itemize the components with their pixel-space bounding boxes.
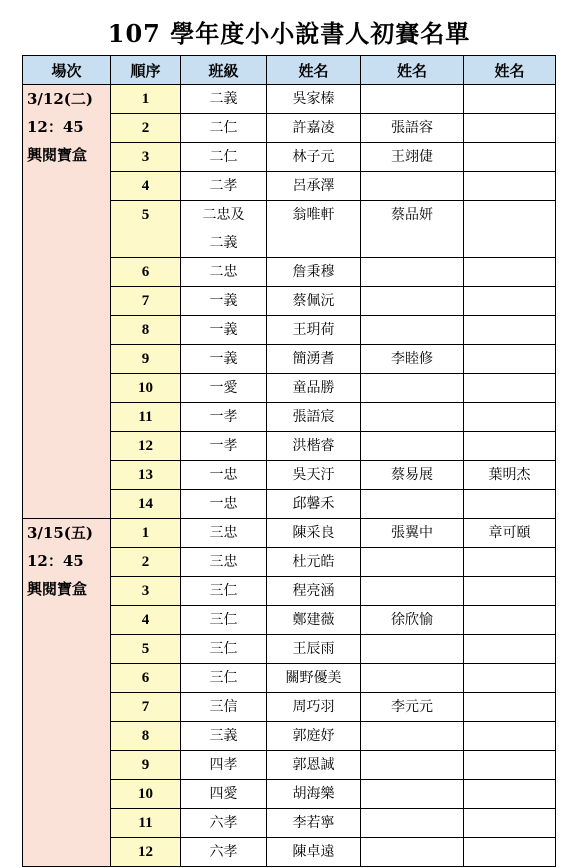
class-cell: 三忠: [181, 519, 267, 548]
header-row: [23, 56, 556, 85]
name-cell: [361, 722, 464, 751]
header-name-1: 姓名: [267, 56, 361, 85]
class-cell: 二孝: [181, 172, 267, 201]
name-cell: [361, 838, 464, 867]
order-cell: 6: [111, 258, 181, 287]
order-cell: 10: [111, 374, 181, 403]
order-cell: 5: [111, 635, 181, 664]
name-cell: [361, 809, 464, 838]
header-name-2: 姓名: [361, 56, 464, 85]
name-cell: [361, 432, 464, 461]
name-cell: [464, 722, 556, 751]
session-line: 3/12(二): [27, 90, 93, 108]
name-cell: 程亮涵: [267, 577, 361, 606]
order-cell: 1: [111, 85, 181, 114]
name-cell: [361, 287, 464, 316]
name-cell: [464, 85, 556, 114]
class-cell: 二義: [181, 85, 267, 114]
order-cell: 4: [111, 172, 181, 201]
order-cell: 3: [111, 143, 181, 172]
order-cell: 9: [111, 751, 181, 780]
name-cell: [361, 577, 464, 606]
name-cell: 李若寧: [267, 809, 361, 838]
order-cell: 1: [111, 519, 181, 548]
name-cell: [464, 693, 556, 722]
header-name-3: 姓名: [464, 56, 556, 85]
name-cell: [361, 751, 464, 780]
name-cell: 童品勝: [267, 374, 361, 403]
order-cell: 11: [111, 809, 181, 838]
class-cell: 二忠及 二義: [181, 201, 267, 258]
name-cell: 翁唯軒: [267, 201, 361, 258]
name-cell: 陳卓遠: [267, 838, 361, 867]
name-cell: 王辰雨: [267, 635, 361, 664]
class-cell: 三仁: [181, 664, 267, 693]
roster-body: [23, 85, 556, 867]
name-cell: 周巧羽: [267, 693, 361, 722]
name-cell: [464, 258, 556, 287]
name-cell: 郭庭妤: [267, 722, 361, 751]
class-cell: 一愛: [181, 374, 267, 403]
name-cell: [361, 172, 464, 201]
name-cell: 蔡易展: [361, 461, 464, 490]
name-cell: 張語宸: [267, 403, 361, 432]
name-cell: 陳采良: [267, 519, 361, 548]
header-session: 場次: [23, 56, 111, 85]
class-cell: 六孝: [181, 809, 267, 838]
name-cell: [464, 143, 556, 172]
session-line: 3/15(五): [27, 524, 93, 542]
class-cell: 一義: [181, 345, 267, 374]
order-cell: 10: [111, 780, 181, 809]
session-cell: [23, 85, 111, 519]
class-cell: 三信: [181, 693, 267, 722]
name-cell: [464, 114, 556, 143]
session-line: 興閱寶盒: [27, 146, 88, 164]
name-cell: 洪楷睿: [267, 432, 361, 461]
order-cell: 4: [111, 606, 181, 635]
name-cell: [464, 838, 556, 867]
name-cell: 林子元: [267, 143, 361, 172]
name-cell: [361, 490, 464, 519]
name-cell: [464, 403, 556, 432]
order-cell: 9: [111, 345, 181, 374]
order-cell: 11: [111, 403, 181, 432]
table-row: [23, 85, 556, 114]
name-cell: 吳家榛: [267, 85, 361, 114]
name-cell: [361, 780, 464, 809]
name-cell: [464, 287, 556, 316]
class-cell: 六孝: [181, 838, 267, 867]
name-cell: 邱馨禾: [267, 490, 361, 519]
name-cell: 章可頤: [464, 519, 556, 548]
name-cell: 許嘉凌: [267, 114, 361, 143]
name-cell: [464, 374, 556, 403]
session-cell: [23, 519, 111, 867]
order-cell: 2: [111, 548, 181, 577]
name-cell: [464, 809, 556, 838]
name-cell: [464, 664, 556, 693]
table-row: [23, 519, 556, 548]
class-cell: 一忠: [181, 490, 267, 519]
class-cell: 一孝: [181, 432, 267, 461]
name-cell: [361, 664, 464, 693]
name-cell: 李元元: [361, 693, 464, 722]
order-cell: 14: [111, 490, 181, 519]
name-cell: [464, 201, 556, 258]
order-cell: 6: [111, 664, 181, 693]
name-cell: 杜元皓: [267, 548, 361, 577]
name-cell: [361, 548, 464, 577]
session-line: 興閱寶盒: [27, 580, 88, 598]
class-cell: 一義: [181, 287, 267, 316]
name-cell: [361, 316, 464, 345]
session-line: 12：45: [27, 118, 84, 136]
name-cell: 王玥荷: [267, 316, 361, 345]
session-line: 12：45: [27, 552, 84, 570]
name-cell: 鄭建薇: [267, 606, 361, 635]
name-cell: 郭恩誠: [267, 751, 361, 780]
class-cell: 一孝: [181, 403, 267, 432]
order-cell: 7: [111, 693, 181, 722]
name-cell: [361, 403, 464, 432]
order-cell: 12: [111, 432, 181, 461]
class-cell: 一忠: [181, 461, 267, 490]
name-cell: [464, 432, 556, 461]
name-cell: 簡湧耆: [267, 345, 361, 374]
order-cell: 13: [111, 461, 181, 490]
name-cell: [361, 374, 464, 403]
name-cell: 呂承澤: [267, 172, 361, 201]
name-cell: [464, 345, 556, 374]
class-cell: 二忠: [181, 258, 267, 287]
name-cell: [464, 172, 556, 201]
name-cell: 王翊倢: [361, 143, 464, 172]
page-title: 107 學年度小小說書人初賽名單: [107, 19, 471, 48]
name-cell: 吳天汙: [267, 461, 361, 490]
name-cell: 詹秉穆: [267, 258, 361, 287]
name-cell: 張語容: [361, 114, 464, 143]
name-cell: [464, 751, 556, 780]
name-cell: [464, 780, 556, 809]
name-cell: [464, 490, 556, 519]
name-cell: 蔡品妍: [361, 201, 464, 258]
class-cell: 四愛: [181, 780, 267, 809]
class-cell: 三仁: [181, 606, 267, 635]
name-cell: [361, 635, 464, 664]
name-cell: [464, 316, 556, 345]
name-cell: [464, 548, 556, 577]
class-cell: 三仁: [181, 635, 267, 664]
class-cell: 四孝: [181, 751, 267, 780]
order-cell: 7: [111, 287, 181, 316]
class-cell: 一義: [181, 316, 267, 345]
name-cell: [361, 258, 464, 287]
header-class: 班級: [181, 56, 267, 85]
roster-table: [22, 55, 556, 867]
order-cell: 8: [111, 722, 181, 751]
name-cell: 葉明杰: [464, 461, 556, 490]
class-cell: 三義: [181, 722, 267, 751]
order-cell: 8: [111, 316, 181, 345]
name-cell: [464, 606, 556, 635]
class-cell: 二仁: [181, 114, 267, 143]
name-cell: 徐欣愉: [361, 606, 464, 635]
name-cell: [464, 577, 556, 606]
name-cell: 關野優美: [267, 664, 361, 693]
name-cell: 蔡佩沅: [267, 287, 361, 316]
name-cell: 張翼中: [361, 519, 464, 548]
class-cell: 三仁: [181, 577, 267, 606]
order-cell: 3: [111, 577, 181, 606]
name-cell: 胡海樂: [267, 780, 361, 809]
order-cell: 5: [111, 201, 181, 258]
order-cell: 2: [111, 114, 181, 143]
name-cell: [464, 635, 556, 664]
name-cell: [361, 85, 464, 114]
name-cell: 李睦修: [361, 345, 464, 374]
header-order: 順序: [111, 56, 181, 85]
order-cell: 12: [111, 838, 181, 867]
class-cell: 二仁: [181, 143, 267, 172]
class-cell: 三忠: [181, 548, 267, 577]
